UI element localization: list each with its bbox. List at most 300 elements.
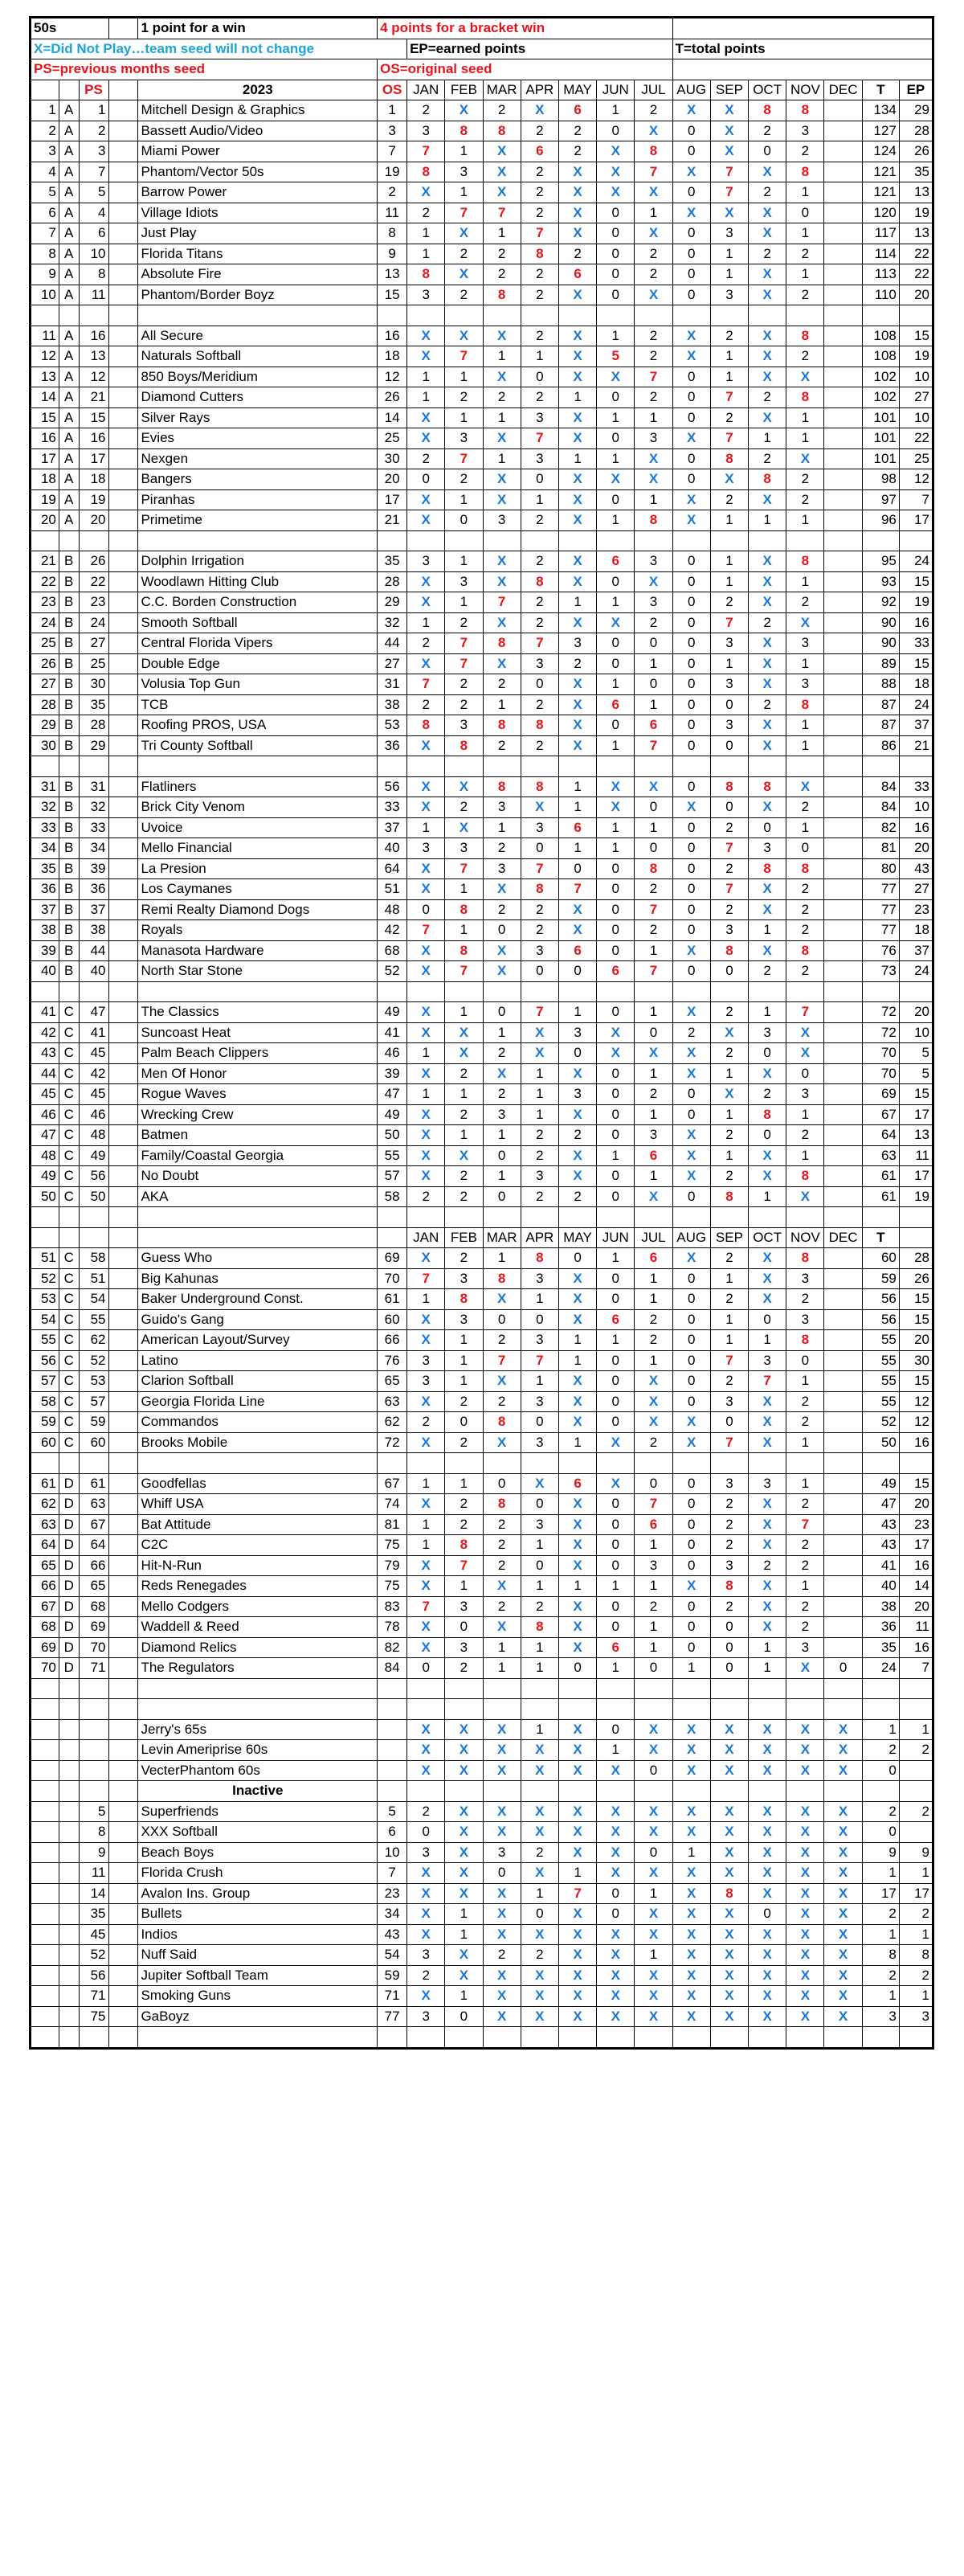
spacer-cell	[79, 1699, 108, 1720]
month-score-cell: 2	[558, 1125, 596, 1146]
month-score-cell: X	[483, 1371, 521, 1392]
empty-cell	[108, 1781, 138, 1802]
original-seed-cell: 36	[378, 735, 407, 756]
spacer-cell	[672, 1699, 710, 1720]
spacer-cell	[138, 1207, 378, 1228]
month-score-cell: 0	[558, 961, 596, 982]
month-score-cell: X	[824, 1965, 862, 1986]
rank-cell	[31, 1740, 59, 1761]
month-score-cell: 3	[407, 838, 445, 859]
earned-points-cell: 37	[899, 715, 932, 736]
month-score-cell: 2	[749, 1084, 786, 1105]
month-score-cell: 1	[558, 1432, 596, 1453]
standings-body	[31, 18, 933, 2048]
empty-cell	[108, 1760, 138, 1781]
month-header: NOV	[786, 80, 824, 100]
rules-row-2	[31, 39, 933, 59]
team-name: All Secure	[138, 326, 378, 346]
month-score-cell	[824, 715, 862, 736]
month-score-cell	[824, 674, 862, 695]
month-score-cell: 8	[483, 1412, 521, 1433]
empty-cell	[108, 387, 138, 408]
month-score-cell: X	[407, 1166, 445, 1187]
month-score-cell: X	[749, 285, 786, 305]
month-score-cell: X	[749, 1248, 786, 1269]
month-score-cell: X	[558, 1104, 596, 1125]
month-score-cell: X	[483, 1822, 521, 1843]
month-score-cell: X	[786, 612, 824, 633]
month-score-cell: X	[558, 1391, 596, 1412]
team-row	[31, 571, 933, 592]
division-cell: A	[59, 162, 79, 182]
month-score-cell	[824, 633, 862, 654]
month-score-cell: 1	[786, 715, 824, 736]
month-score-cell: 1	[558, 838, 596, 859]
rank-cell	[31, 2006, 59, 2027]
rank-cell: 39	[31, 940, 59, 961]
month-score-cell: 2	[483, 387, 521, 408]
total-points-cell: 87	[862, 715, 899, 736]
month-score-cell: 0	[521, 367, 558, 387]
month-score-cell: 0	[672, 1350, 710, 1371]
earned-points-cell: 13	[899, 182, 932, 203]
empty-cell	[108, 182, 138, 203]
month-score-cell: 1	[710, 1330, 748, 1351]
month-score-cell: X	[445, 1965, 483, 1986]
month-score-cell: 1	[483, 407, 521, 428]
spacer-row	[31, 305, 933, 326]
empty-cell	[108, 1945, 138, 1966]
month-score-cell: 3	[407, 551, 445, 572]
spacer-cell	[108, 981, 138, 1002]
division-cell: C	[59, 1063, 79, 1084]
month-score-cell: 0	[672, 264, 710, 285]
ps-header: PS	[79, 80, 108, 100]
month-score-cell: 6	[597, 1637, 635, 1658]
month-score-cell: 8	[749, 469, 786, 490]
month-score-cell: 3	[749, 838, 786, 859]
month-score-cell: 1	[749, 1658, 786, 1679]
team-row	[31, 1289, 933, 1310]
original-seed-cell: 9	[378, 244, 407, 264]
month-score-cell: X	[749, 571, 786, 592]
team-row	[31, 1248, 933, 1269]
month-score-cell: X	[749, 715, 786, 736]
team-row	[31, 1535, 933, 1556]
rank-cell: 48	[31, 1145, 59, 1166]
previous-seed-cell: 19	[79, 489, 108, 510]
month-score-cell: X	[407, 1904, 445, 1925]
month-score-cell: X	[483, 1719, 521, 1740]
original-seed-cell: 20	[378, 469, 407, 490]
team-name: Uvoice	[138, 817, 378, 838]
month-score-cell: 0	[672, 715, 710, 736]
month-score-cell: 1	[597, 1658, 635, 1679]
month-score-cell: X	[749, 633, 786, 654]
month-score-cell: X	[635, 776, 672, 797]
spacer-row	[31, 981, 933, 1002]
month-score-cell: 1	[483, 1637, 521, 1658]
spacer-cell	[445, 1699, 483, 1720]
month-score-cell: X	[483, 1740, 521, 1761]
month-score-cell: X	[672, 1145, 710, 1166]
month-score-cell: X	[635, 285, 672, 305]
rules-row-3	[31, 59, 933, 80]
total-points-cell: 134	[862, 100, 899, 121]
rank-cell: 41	[31, 1002, 59, 1023]
division-cell: C	[59, 1104, 79, 1125]
month-score-cell: 2	[786, 1535, 824, 1556]
previous-seed-cell: 2	[79, 121, 108, 141]
division-cell: C	[59, 1084, 79, 1105]
month-score-cell: 6	[597, 961, 635, 982]
empty-cell	[108, 1883, 138, 1904]
month-score-cell: X	[558, 1822, 596, 1843]
previous-seed-cell: 4	[79, 203, 108, 223]
rank-cell: 64	[31, 1535, 59, 1556]
month-score-cell	[824, 1330, 862, 1351]
month-score-cell: X	[786, 1863, 824, 1884]
spacer-cell	[445, 981, 483, 1002]
earned-points-cell: 7	[899, 1658, 932, 1679]
team-name: 850 Boys/Meridium	[138, 367, 378, 387]
month-score-cell: 0	[635, 1658, 672, 1679]
month-score-cell: X	[521, 1801, 558, 1822]
rank-cell: 34	[31, 838, 59, 859]
empty-cell	[521, 1781, 558, 1802]
month-score-cell: X	[672, 428, 710, 449]
os-header: OS	[378, 80, 407, 100]
earned-points-cell: 28	[899, 121, 932, 141]
month-score-cell: 8	[521, 879, 558, 900]
previous-seed-cell: 25	[79, 653, 108, 674]
month-score-cell: 3	[635, 1555, 672, 1576]
empty-cell	[378, 1227, 407, 1248]
previous-seed-cell: 1	[79, 100, 108, 121]
month-score-cell: X	[558, 674, 596, 695]
spacer-cell	[558, 305, 596, 326]
month-score-cell: 0	[786, 203, 824, 223]
month-score-cell: 0	[710, 1617, 748, 1638]
month-score-cell: 2	[749, 182, 786, 203]
month-score-cell: X	[710, 2006, 748, 2027]
month-score-cell: X	[445, 100, 483, 121]
month-score-cell: 1	[445, 1986, 483, 2007]
team-name: C2C	[138, 1535, 378, 1556]
month-score-cell	[824, 551, 862, 572]
team-row	[31, 1617, 933, 1638]
month-score-cell: X	[521, 1740, 558, 1761]
spacer-cell	[824, 1453, 862, 1474]
month-score-cell: 1	[635, 940, 672, 961]
spacer-cell	[558, 1678, 596, 1699]
earned-points-cell: 7	[899, 489, 932, 510]
empty-cell	[483, 1781, 521, 1802]
month-score-cell: 0	[597, 244, 635, 264]
spacer-cell	[749, 1207, 786, 1228]
month-score-cell: 0	[635, 797, 672, 818]
team-name: Commandos	[138, 1412, 378, 1433]
rank-cell: 55	[31, 1330, 59, 1351]
spacer-cell	[635, 305, 672, 326]
team-name: Miami Power	[138, 141, 378, 162]
empty-cell	[108, 448, 138, 469]
spacer-cell	[597, 981, 635, 1002]
spacer-cell	[597, 1207, 635, 1228]
total-points-cell: 67	[862, 1104, 899, 1125]
previous-seed-cell: 70	[79, 1637, 108, 1658]
month-score-cell: 2	[710, 489, 748, 510]
team-name: Smooth Softball	[138, 612, 378, 633]
month-score-cell: 1	[407, 387, 445, 408]
month-score-cell: 2	[710, 1125, 748, 1146]
month-score-cell: 2	[521, 387, 558, 408]
rule-win: 1 point for a win	[138, 18, 378, 39]
month-score-cell: 2	[558, 121, 596, 141]
month-score-cell: 7	[483, 203, 521, 223]
team-row	[31, 162, 933, 182]
month-score-cell	[824, 838, 862, 859]
team-name: The Classics	[138, 1002, 378, 1023]
month-score-cell: 1	[635, 1104, 672, 1125]
earned-points-cell: 12	[899, 1412, 932, 1433]
spacer-cell	[407, 305, 445, 326]
month-score-cell: X	[558, 551, 596, 572]
empty-cell	[108, 244, 138, 264]
empty-cell	[108, 1248, 138, 1269]
empty-cell	[108, 1125, 138, 1146]
month-score-cell: 2	[445, 1514, 483, 1535]
team-name: Phantom/Border Boyz	[138, 285, 378, 305]
month-score-cell: 2	[786, 469, 824, 490]
spacer-cell	[597, 756, 635, 777]
month-score-cell	[824, 817, 862, 838]
previous-seed-cell: 40	[79, 961, 108, 982]
team-name: Absolute Fire	[138, 264, 378, 285]
month-score-cell: 6	[558, 940, 596, 961]
month-score-cell: 1	[672, 1842, 710, 1863]
month-score-cell	[824, 510, 862, 531]
original-seed-cell: 71	[378, 1986, 407, 2007]
division-cell: B	[59, 961, 79, 982]
spacer-cell	[710, 1678, 748, 1699]
total-points-cell: 101	[862, 448, 899, 469]
total-points-cell: 97	[862, 489, 899, 510]
spacer-cell	[59, 756, 79, 777]
month-score-cell: 7	[445, 653, 483, 674]
month-score-cell: 1	[407, 612, 445, 633]
month-score-cell	[824, 1637, 862, 1658]
original-seed-cell: 43	[378, 1924, 407, 1945]
month-score-cell: 0	[597, 858, 635, 879]
empty-cell	[108, 1904, 138, 1925]
previous-seed-cell: 6	[79, 223, 108, 244]
original-seed-cell: 33	[378, 797, 407, 818]
month-score-cell: 0	[710, 694, 748, 715]
original-seed-cell: 19	[378, 162, 407, 182]
month-score-cell: 1	[521, 1535, 558, 1556]
empty-cell	[108, 1740, 138, 1761]
month-score-cell: X	[407, 1617, 445, 1638]
total-points-cell: 90	[862, 612, 899, 633]
month-score-cell: 2	[749, 612, 786, 633]
month-score-cell: 1	[635, 694, 672, 715]
empty-cell	[31, 1781, 59, 1802]
empty-cell	[108, 1309, 138, 1330]
month-score-cell: X	[749, 1945, 786, 1966]
earned-points-cell	[899, 1822, 932, 1843]
month-score-cell: X	[597, 162, 635, 182]
original-seed-cell: 6	[378, 1822, 407, 1843]
team-row	[31, 674, 933, 695]
month-score-cell: 2	[445, 1494, 483, 1515]
month-score-cell: 1	[558, 776, 596, 797]
previous-seed-cell: 45	[79, 1084, 108, 1105]
month-score-cell: X	[824, 1760, 862, 1781]
division-cell: B	[59, 592, 79, 613]
month-score-cell: X	[672, 1740, 710, 1761]
month-score-cell: 7	[445, 203, 483, 223]
earned-points-cell: 22	[899, 264, 932, 285]
earned-points-cell: 15	[899, 1289, 932, 1310]
spacer-cell	[749, 756, 786, 777]
month-score-cell: 1	[710, 346, 748, 367]
month-score-cell: X	[710, 469, 748, 490]
previous-seed-cell	[79, 1719, 108, 1740]
month-score-cell: 8	[710, 940, 748, 961]
month-score-cell: 7	[483, 592, 521, 613]
original-seed-cell: 77	[378, 2006, 407, 2027]
spacer-cell	[59, 305, 79, 326]
team-row	[31, 448, 933, 469]
spacer-cell	[786, 305, 824, 326]
previous-seed-cell: 47	[79, 1002, 108, 1023]
division-cell: A	[59, 285, 79, 305]
month-score-cell: 8	[445, 1289, 483, 1310]
team-name: Piranhas	[138, 489, 378, 510]
total-points-cell: 1	[862, 1986, 899, 2007]
month-score-cell: 2	[786, 879, 824, 900]
rule-ep: EP=earned points	[407, 39, 673, 59]
empty-cell	[108, 1965, 138, 1986]
team-name: Flatliners	[138, 776, 378, 797]
earned-points-cell: 3	[899, 2006, 932, 2027]
team-row	[31, 1863, 933, 1884]
month-score-cell: 2	[710, 407, 748, 428]
month-score-cell: X	[786, 2006, 824, 2027]
total-points-cell: 2	[862, 1801, 899, 1822]
earned-points-cell: 2	[899, 1801, 932, 1822]
rule-dnp: X=Did Not Play…team seed will not change	[31, 39, 407, 59]
month-score-cell: X	[786, 1719, 824, 1740]
spacer-cell	[31, 1207, 59, 1228]
month-score-cell: 0	[672, 367, 710, 387]
month-score-cell: 1	[445, 1904, 483, 1925]
spacer-cell	[138, 305, 378, 326]
month-score-cell: X	[672, 326, 710, 346]
rank-cell: 69	[31, 1637, 59, 1658]
division-cell	[59, 1904, 79, 1925]
earned-points-cell: 5	[899, 1043, 932, 1064]
rank-cell	[31, 1863, 59, 1884]
spacer-cell	[31, 305, 59, 326]
empty-cell	[108, 1842, 138, 1863]
empty-cell	[108, 961, 138, 982]
month-score-cell: X	[672, 797, 710, 818]
rank-cell	[31, 1986, 59, 2007]
previous-seed-cell: 54	[79, 1289, 108, 1310]
empty-cell	[108, 1371, 138, 1392]
total-points-cell: 108	[862, 346, 899, 367]
month-score-cell	[824, 387, 862, 408]
rank-cell: 68	[31, 1617, 59, 1638]
empty-cell	[108, 1576, 138, 1597]
month-score-cell: X	[483, 326, 521, 346]
month-score-cell: X	[558, 1145, 596, 1166]
team-row	[31, 1596, 933, 1617]
earned-points-cell: 23	[899, 1514, 932, 1535]
month-score-cell	[824, 940, 862, 961]
division-cell: C	[59, 1186, 79, 1207]
month-score-cell	[824, 1371, 862, 1392]
month-score-cell: 3	[710, 223, 748, 244]
month-score-cell	[824, 1063, 862, 1084]
division-cell: D	[59, 1555, 79, 1576]
month-score-cell: 8	[407, 162, 445, 182]
spacer-cell	[558, 756, 596, 777]
division-cell: C	[59, 1391, 79, 1412]
month-score-cell	[824, 182, 862, 203]
spacer-cell	[672, 1678, 710, 1699]
month-score-cell: 2	[407, 1801, 445, 1822]
month-score-cell: X	[558, 1965, 596, 1986]
spacer-cell	[407, 756, 445, 777]
month-score-cell: 0	[597, 1125, 635, 1146]
spacer-cell	[521, 1678, 558, 1699]
standings-table	[31, 18, 933, 2048]
original-seed-cell: 70	[378, 1268, 407, 1289]
spacer-cell	[138, 1453, 378, 1474]
earned-points-cell: 16	[899, 1637, 932, 1658]
division-cell: D	[59, 1473, 79, 1494]
month-score-cell: 1	[521, 1637, 558, 1658]
division-cell: B	[59, 797, 79, 818]
team-name: Just Play	[138, 223, 378, 244]
month-score-cell: X	[407, 1637, 445, 1658]
division-cell: A	[59, 326, 79, 346]
rank-cell: 15	[31, 407, 59, 428]
month-score-cell: X	[407, 1576, 445, 1597]
rank-cell: 9	[31, 264, 59, 285]
month-score-cell	[824, 448, 862, 469]
team-row	[31, 1432, 933, 1453]
month-score-cell	[824, 1125, 862, 1146]
spacer-cell	[407, 1678, 445, 1699]
division-cell	[59, 1842, 79, 1863]
spacer-cell	[79, 1207, 108, 1228]
earned-points-cell: 17	[899, 510, 932, 531]
previous-seed-cell: 45	[79, 1924, 108, 1945]
month-score-cell: X	[558, 223, 596, 244]
team-row	[31, 141, 933, 162]
rank-cell: 53	[31, 1289, 59, 1310]
month-score-cell: X	[749, 940, 786, 961]
month-score-cell: X	[710, 1924, 748, 1945]
month-score-cell: 1	[445, 592, 483, 613]
month-score-cell: 2	[407, 448, 445, 469]
month-score-cell: X	[710, 1801, 748, 1822]
spacer-cell	[597, 530, 635, 551]
